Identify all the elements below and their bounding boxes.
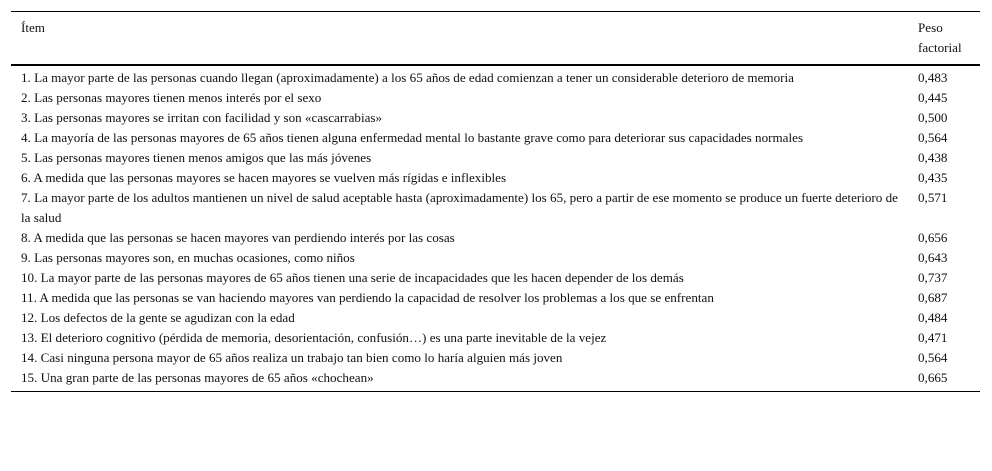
table-row (11, 288, 980, 308)
table-row (11, 108, 980, 128)
item-text: 3. Las personas mayores se irritan con facilidad y son «cascarrabias» (21, 110, 383, 125)
item-text: 1. La mayor parte de las personas cuando llegan (aproximadamente) a los 65 años de edad comienzan a tener un considerable deterioro de memoria (21, 70, 794, 85)
table-row (11, 348, 980, 368)
item-text: 15. Una gran parte de las personas mayores de 65 años «chochean» (21, 370, 374, 385)
peso-value: 0,665 (918, 370, 948, 385)
peso-value: 0,564 (918, 130, 948, 145)
table-row (11, 128, 980, 148)
table-row (11, 228, 980, 248)
peso-value: 0,445 (918, 90, 948, 105)
table-row (11, 65, 980, 88)
table-row (11, 248, 980, 268)
factor-loadings-table-container (11, 11, 980, 392)
table-row (11, 308, 980, 328)
item-text: 7. La mayor parte de los adultos mantienen un nivel de salud aceptable hasta (aproximadamente) los 65, pero a partir de ese momento se produce un fuerte deterioro de la salud (21, 190, 898, 225)
peso-value: 0,435 (918, 170, 948, 185)
peso-value: 0,484 (918, 310, 948, 325)
peso-value: 0,656 (918, 230, 948, 245)
peso-value: 0,643 (918, 250, 948, 265)
header-peso-factorial: Peso factorial (918, 20, 962, 55)
table-row (11, 268, 980, 288)
item-text: 4. La mayoría de las personas mayores de 65 años tienen alguna enfermedad mental lo bastante grave como para deteriorar sus capacidades normales (21, 130, 804, 145)
table-row (11, 148, 980, 168)
table-row (11, 88, 980, 108)
peso-value: 0,500 (918, 110, 948, 125)
peso-value: 0,687 (918, 290, 948, 305)
table-body (11, 65, 980, 392)
peso-value: 0,571 (918, 190, 948, 205)
header-item: Ítem (21, 20, 45, 35)
item-text: 12. Los defectos de la gente se agudizan con la edad (21, 310, 295, 325)
item-text: 13. El deterioro cognitivo (pérdida de memoria, desorientación, confusión…) es una parte inevitable de la vejez (21, 330, 607, 345)
item-text: 5. Las personas mayores tienen menos amigos que las más jóvenes (21, 150, 372, 165)
peso-value: 0,438 (918, 150, 948, 165)
peso-value: 0,564 (918, 350, 948, 365)
factor-loadings-table (11, 11, 980, 392)
table-row (11, 188, 980, 228)
item-text: 8. A medida que las personas se hacen mayores van perdiendo interés por las cosas (21, 230, 455, 245)
table-row (11, 328, 980, 348)
item-text: 14. Casi ninguna persona mayor de 65 años realiza un trabajo tan bien como lo haría alguien más joven (21, 350, 563, 365)
item-text: 10. La mayor parte de las personas mayores de 65 años tienen una serie de incapacidades que les hacen depender de los demás (21, 270, 684, 285)
item-text: 9. Las personas mayores son, en muchas ocasiones, como niños (21, 250, 355, 265)
peso-value: 0,737 (918, 270, 948, 285)
table-row (11, 368, 980, 392)
peso-value: 0,471 (918, 330, 948, 345)
table-row (11, 168, 980, 188)
item-text: 2. Las personas mayores tienen menos interés por el sexo (21, 90, 322, 105)
table-header (11, 12, 980, 66)
item-text: 6. A medida que las personas mayores se hacen mayores se vuelven más rígidas e inflexibles (21, 170, 507, 185)
item-text: 11. A medida que las personas se van haciendo mayores van perdiendo la capacidad de resolver los problemas a los que se enfrentan (21, 290, 714, 305)
peso-value: 0,483 (918, 70, 948, 85)
header-row (11, 12, 980, 66)
